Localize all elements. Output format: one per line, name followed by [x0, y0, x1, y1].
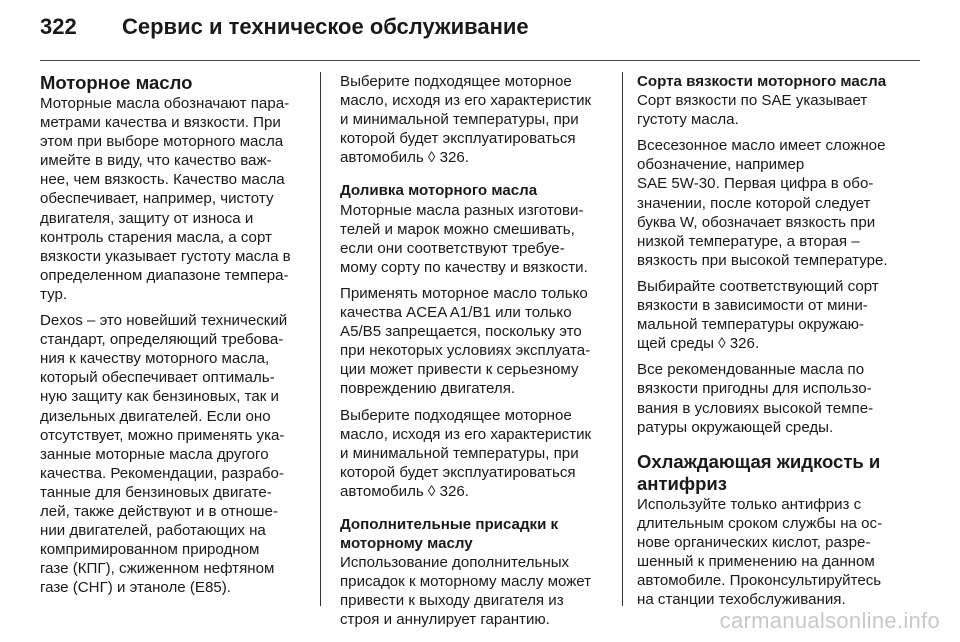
text-line: повреждению двигателя.	[340, 380, 516, 398]
column-divider-1	[320, 72, 321, 606]
text-line: которой будет эксплуатироваться	[340, 463, 576, 481]
paragraph	[340, 406, 610, 501]
paragraph	[637, 91, 920, 129]
text-line: Дополнительные присадки к	[340, 515, 559, 533]
text-line: на станции техобслуживания.	[637, 591, 846, 609]
text-line: ную защиту как бензиновых, так и	[40, 388, 279, 406]
text-line: если они соответствуют требуе-	[340, 239, 565, 257]
subheading-oil-topping: Доливка моторного масла	[340, 182, 538, 200]
page-header	[40, 14, 920, 50]
text-line: буква W, обозначает вязкость при	[637, 213, 876, 231]
paragraph	[340, 201, 610, 277]
text-line: определенном диапазоне темпера-	[40, 266, 289, 284]
subheading-additives	[340, 515, 610, 553]
paragraph	[40, 94, 312, 304]
header-divider	[40, 60, 920, 61]
text-line: стандарт, определяющий требова-	[40, 331, 284, 349]
text-line: вязкости в зависимости от мини-	[637, 297, 868, 315]
text-line: этом при выборе моторного масла	[40, 133, 284, 151]
text-line: автомобиль ◊ 326.	[340, 149, 469, 167]
text-line: шенный к применению на данном	[637, 552, 875, 570]
text-line: дизельных двигателей. Если оно	[40, 407, 271, 425]
text-line: антифриз	[637, 472, 727, 494]
text-line: мому сорту по качеству и вязкости.	[340, 258, 588, 276]
text-line: тур.	[40, 285, 68, 303]
column-3	[637, 72, 920, 609]
text-line: имейте в виду, что качество важ-	[40, 152, 272, 170]
text-line: Используйте только антифриз с	[637, 495, 862, 513]
column-2	[340, 72, 610, 630]
paragraph	[637, 136, 920, 270]
text-line: A5/B5 запрещается, поскольку это	[340, 323, 582, 341]
subheading-viscosity-grades: Сорта вязкости моторного масла	[637, 73, 887, 90]
text-line: который обеспечивает оптималь-	[40, 369, 275, 387]
text-line: Всесезонное масло имеет сложное	[637, 137, 886, 155]
text-line: отсутствует, можно применять ука-	[40, 426, 285, 444]
text-line: газе (СНГ) и этаноле (E85).	[40, 579, 231, 597]
paragraph	[340, 72, 610, 167]
text-line: ния к качеству моторного масла,	[40, 350, 270, 368]
text-line: двигателя, защиту от износа и	[40, 209, 254, 227]
text-line: качества ACEA A1/B1 или только	[340, 304, 572, 322]
text-line: контроль старения масла, а сорт	[40, 228, 272, 246]
text-line: масло, исходя из его характеристик	[340, 425, 592, 443]
section-heading-coolant	[637, 451, 920, 495]
text-line: Охлаждающая жидкость и	[637, 450, 881, 472]
text-line: вязкость при высокой температуре.	[637, 251, 888, 269]
text-line: масло, исходя из его характеристик	[340, 92, 592, 110]
text-line: обеспечивает, например, чистоту	[40, 190, 274, 208]
text-line: ции может привести к серьезному	[340, 361, 579, 379]
text-line: при некоторых условиях эксплуата-	[340, 342, 591, 360]
text-line: автомобиле. Проконсультируйтесь	[637, 572, 882, 590]
watermark: carmanualsonline.info	[719, 608, 940, 633]
text-line: газе (КПГ), сжиженном нефтяном	[40, 560, 275, 578]
text-line: телей и марок можно смешивать,	[340, 220, 575, 238]
text-line: вания в условиях высокой темпе-	[637, 399, 874, 417]
text-line: вязкости указывает густоту масла в	[40, 247, 291, 265]
text-line: нее, чем вязкость. Качество масла	[40, 171, 285, 189]
text-line: вязкости пригодны для использо-	[637, 380, 872, 398]
section-heading-engine-oil: Моторное масло	[40, 72, 193, 93]
text-line: Моторные масла обозначают пара-	[40, 95, 290, 112]
text-line: присадок к моторному маслу может	[340, 573, 592, 591]
text-line: Все рекомендованные масла по	[637, 361, 865, 379]
paragraph	[340, 284, 610, 399]
text-line: привести к выходу двигателя из	[340, 592, 564, 610]
page-title: Сервис и техническое обслуживание	[122, 14, 529, 39]
text-line: лей, также действуют и в отноше-	[40, 502, 278, 520]
text-line: и минимальной температуры, при	[340, 444, 579, 462]
text-line: Выберите подходящее моторное	[340, 73, 572, 90]
column-divider-2	[622, 72, 623, 606]
paragraph	[637, 495, 920, 610]
column-1	[40, 72, 312, 597]
text-line: и минимальной температуры, при	[340, 111, 579, 129]
text-line: ратуры окружающей среды.	[637, 418, 834, 436]
text-line: Применять моторное масло только	[340, 284, 588, 302]
text-line: Выбирайте соответствующий сорт	[637, 277, 879, 295]
text-line: Сорт вязкости по SAE указывает	[637, 92, 868, 110]
text-line: Dexos – это новейший технический	[40, 312, 288, 330]
paragraph	[40, 311, 312, 597]
page-number: 322	[40, 14, 77, 39]
text-line: танные для бензиновых двигате-	[40, 483, 272, 501]
text-line: Моторные масла разных изготови-	[340, 201, 584, 219]
text-line: низкой температуре, а вторая –	[637, 232, 860, 250]
text-line: SAE 5W-30. Первая цифра в обо-	[637, 175, 874, 193]
text-line: значении, после которой следует	[637, 194, 871, 212]
text-line: Выберите подходящее моторное	[340, 406, 572, 424]
text-line: занные моторные масла другого	[40, 445, 269, 463]
text-line: мальной температуры окружаю-	[637, 316, 865, 334]
text-line: которой будет эксплуатироваться	[340, 130, 576, 148]
text-line: качества. Рекомендации, разрабо-	[40, 464, 284, 482]
text-line: обозначение, например	[637, 156, 805, 174]
text-line: щей среды ◊ 326.	[637, 335, 760, 353]
text-line: строя и аннулирует гарантию.	[340, 611, 550, 629]
paragraph	[637, 360, 920, 436]
text-line: густоту масла.	[637, 111, 739, 129]
text-line: моторному маслу	[340, 535, 473, 553]
text-line: компримированном природном	[40, 541, 260, 559]
paragraph	[637, 277, 920, 353]
paragraph	[340, 553, 610, 629]
text-line: автомобиль ◊ 326.	[340, 482, 469, 500]
text-line: метрами качества и вязкости. При	[40, 114, 281, 132]
text-line: длительным сроком службы на ос-	[637, 514, 883, 532]
text-line: Использование дополнительных	[340, 554, 570, 572]
text-line: нове органических кислот, разре-	[637, 533, 871, 551]
text-line: нии двигателей, работающих на	[40, 522, 266, 540]
